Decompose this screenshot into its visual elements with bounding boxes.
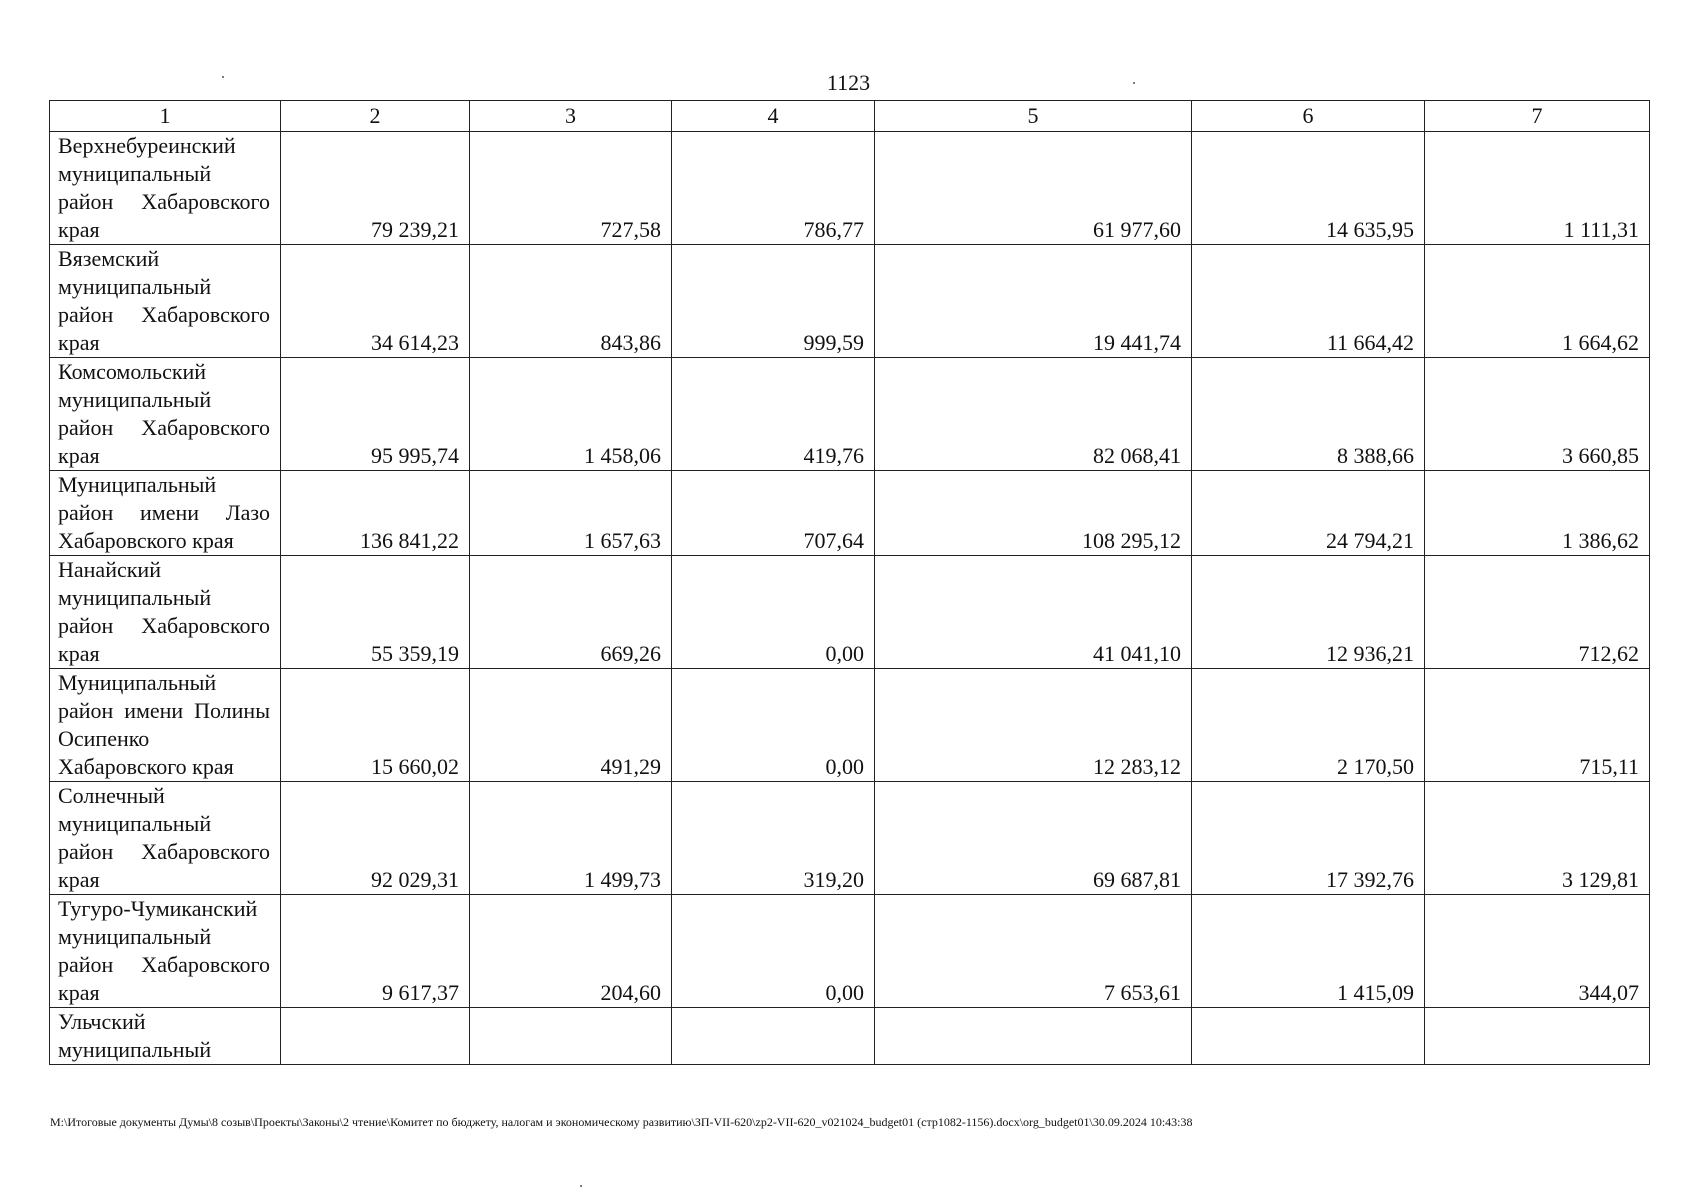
value-cell-col6: 11 664,42 [1192,245,1425,358]
file-path-footer: M:\Итоговые документы Думы\8 созыв\Проекты\Законы\2 чтение\Комитет по бюджету, налогам и экономическому развитию\ЗП-VII-620\zp2-VII-620_v021024_budget01 (стр1082-1156).docx\org_budget01\30.09.2024 10:43:38 [50,1115,1193,1129]
value-cell-col3: 1 458,06 [470,358,672,471]
value-cell-col2 [281,1008,470,1065]
value-cell-col3: 1 657,63 [470,471,672,556]
table-row [50,471,1650,556]
table-row [50,782,1650,895]
value-cell-col7 [1425,1008,1650,1065]
value-cell-col6: 2 170,50 [1192,669,1425,782]
value-cell-col7: 3 129,81 [1425,782,1650,895]
value-cell-col4: 999,59 [672,245,875,358]
value-cell-col3 [470,1008,672,1065]
value-cell-col6 [1192,1008,1425,1065]
column-header: 7 [1425,101,1650,132]
municipality-name: Солнечный муниципальный район Хабаровского края [50,782,281,895]
value-cell-col5: 7 653,61 [875,895,1192,1008]
municipality-name: Верхнебуреинский муниципальный район Хабаровского края [50,132,281,245]
table-row [50,358,1650,471]
value-cell-col7: 1 111,31 [1425,132,1650,245]
value-cell-col4: 707,64 [672,471,875,556]
value-cell-col6: 17 392,76 [1192,782,1425,895]
value-cell-col3: 727,58 [470,132,672,245]
value-cell-col7: 715,11 [1425,669,1650,782]
value-cell-col3: 843,86 [470,245,672,358]
table-row [50,556,1650,669]
scan-speck [222,76,224,78]
scan-speck [1133,82,1135,84]
value-cell-col4: 786,77 [672,132,875,245]
scan-speck [580,1185,582,1187]
value-cell-col5: 108 295,12 [875,471,1192,556]
table-row [50,1008,1650,1065]
value-cell-col7: 344,07 [1425,895,1650,1008]
value-cell-col3: 669,26 [470,556,672,669]
value-cell-col7: 1 664,62 [1425,245,1650,358]
value-cell-col3: 1 499,73 [470,782,672,895]
column-number-row [50,101,1650,132]
value-cell-col2: 34 614,23 [281,245,470,358]
municipality-name: Нанайский муниципальный район Хабаровского края [50,556,281,669]
table-row [50,245,1650,358]
value-cell-col5: 12 283,12 [875,669,1192,782]
value-cell-col4: 0,00 [672,895,875,1008]
value-cell-col3: 491,29 [470,669,672,782]
value-cell-col6: 12 936,21 [1192,556,1425,669]
value-cell-col7: 1 386,62 [1425,471,1650,556]
value-cell-col6: 14 635,95 [1192,132,1425,245]
column-header: 5 [875,101,1192,132]
value-cell-col5: 41 041,10 [875,556,1192,669]
value-cell-col5: 69 687,81 [875,782,1192,895]
value-cell-col5: 61 977,60 [875,132,1192,245]
column-header: 2 [281,101,470,132]
value-cell-col5: 19 441,74 [875,245,1192,358]
page-number: 1123 [826,70,871,95]
value-cell-col4: 419,76 [672,358,875,471]
value-cell-col4: 0,00 [672,669,875,782]
municipality-name: Тугуро-Чумиканский муниципальный район Хабаровского края [50,895,281,1008]
value-cell-col4: 319,20 [672,782,875,895]
value-cell-col4: 0,00 [672,556,875,669]
municipality-name: Муниципальный район имени Полины Осипенко Хабаровского края [50,669,281,782]
value-cell-col7: 712,62 [1425,556,1650,669]
value-cell-col2: 9 617,37 [281,895,470,1008]
table-row [50,895,1650,1008]
municipality-name: Вяземский муниципальный район Хабаровского края [50,245,281,358]
value-cell-col6: 24 794,21 [1192,471,1425,556]
value-cell-col3: 204,60 [470,895,672,1008]
value-cell-col5 [875,1008,1192,1065]
municipality-name: Комсомольский муниципальный район Хабаровского края [50,358,281,471]
value-cell-col4 [672,1008,875,1065]
budget-table [49,100,1650,1065]
column-header: 4 [672,101,875,132]
column-header: 1 [50,101,281,132]
value-cell-col5: 82 068,41 [875,358,1192,471]
value-cell-col2: 15 660,02 [281,669,470,782]
table-row [50,132,1650,245]
table-row [50,669,1650,782]
value-cell-col6: 8 388,66 [1192,358,1425,471]
value-cell-col2: 95 995,74 [281,358,470,471]
column-header: 6 [1192,101,1425,132]
value-cell-col2: 79 239,21 [281,132,470,245]
municipality-name: Муниципальный район имени Лазо Хабаровского края [50,471,281,556]
column-header: 3 [470,101,672,132]
municipality-name: Ульчский муниципальный [50,1008,281,1065]
value-cell-col2: 55 359,19 [281,556,470,669]
value-cell-col6: 1 415,09 [1192,895,1425,1008]
value-cell-col2: 136 841,22 [281,471,470,556]
value-cell-col7: 3 660,85 [1425,358,1650,471]
value-cell-col2: 92 029,31 [281,782,470,895]
